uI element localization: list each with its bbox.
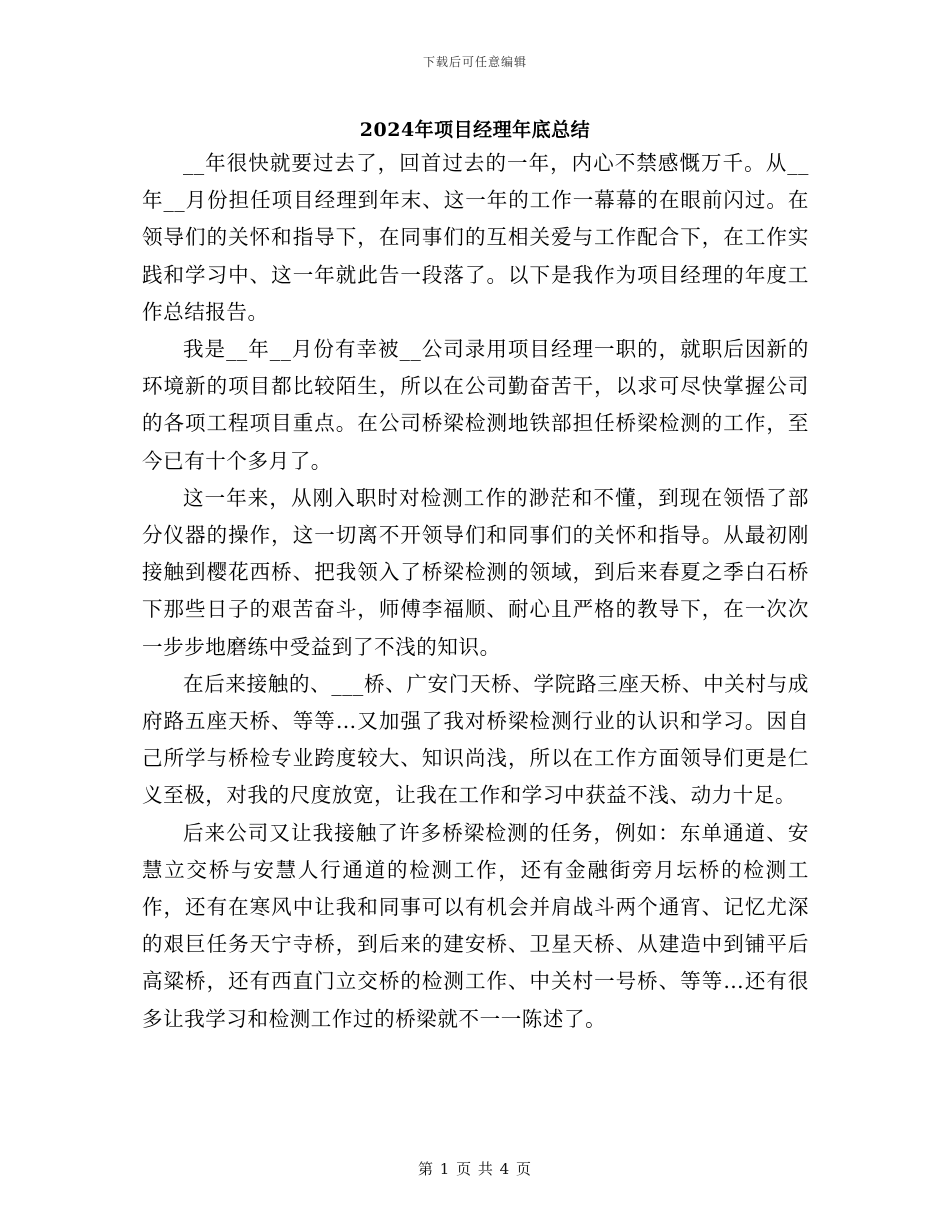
paragraph: 这一年来，从刚入职时对检测工作的渺茫和不懂，到现在领悟了部分仪器的操作，这一切离不开领导们和同事们的关怀和指导。从最初刚接触到樱花西桥、把我领入了桥梁检测的领域，到后来春夏之季白石桥下那些日子的艰苦奋斗，师傅李福顺、耐心且严格的教导下，在一次次一步步地磨练中受益到了不浅的知识。 [142,485,809,659]
document-body [142,145,809,1038]
paragraph: __年很快就要过去了，回首过去的一年，内心不禁感慨万千。从__年__月份担任项目经理到年末、这一年的工作一幕幕的在眼前闪过。在领导们的关怀和指导下，在同事们的互相关爱与工作配合下，在工作实践和学习中、这一年就此告一段落了。以下是我作为项目经理的年度工作总结报告。 [142,151,809,324]
document-title: 2024年项目经理年底总结 [359,119,591,141]
header-note: 下载后可任意编辑 [422,55,527,69]
page-number-footer: 第 1 页 共 4 页 [418,1160,532,1178]
paragraph: 在后来接触的、___桥、广安门天桥、学院路三座天桥、中关村与成府路五座天桥、等等…又加强了我对桥梁检测行业的认识和学习。因自己所学与桥检专业跨度较大、知识尚浅，所以在工作方面领导们更是仁义至极，对我的尺度放宽，让我在工作和学习中获益不浅、动力十足。 [142,671,809,808]
paragraph: 后来公司又让我接触了许多桥梁检测的任务，例如：东单通道、安慧立交桥与安慧人行通道的检测工作，还有金融街旁月坛桥的检测工作，还有在寒风中让我和同事可以有机会并肩战斗两个通宵、记忆尤深的艰巨任务天宁寺桥，到后来的建安桥、卫星天桥、从建造中到铺平后高粱桥，还有西直门立交桥的检测工作、中关村一号桥、等等…还有很多让我学习和检测工作过的桥梁就不一一陈述了。 [142,820,809,1031]
paragraph: 我是__年__月份有幸被__公司录用项目经理一职的，就职后因新的环境新的项目都比较陌生，所以在公司勤奋苦干，以求可尽快掌握公司的各项工程项目重点。在公司桥梁检测地铁部担任桥梁检测的工作，至今已有十个多月了。 [142,337,809,473]
